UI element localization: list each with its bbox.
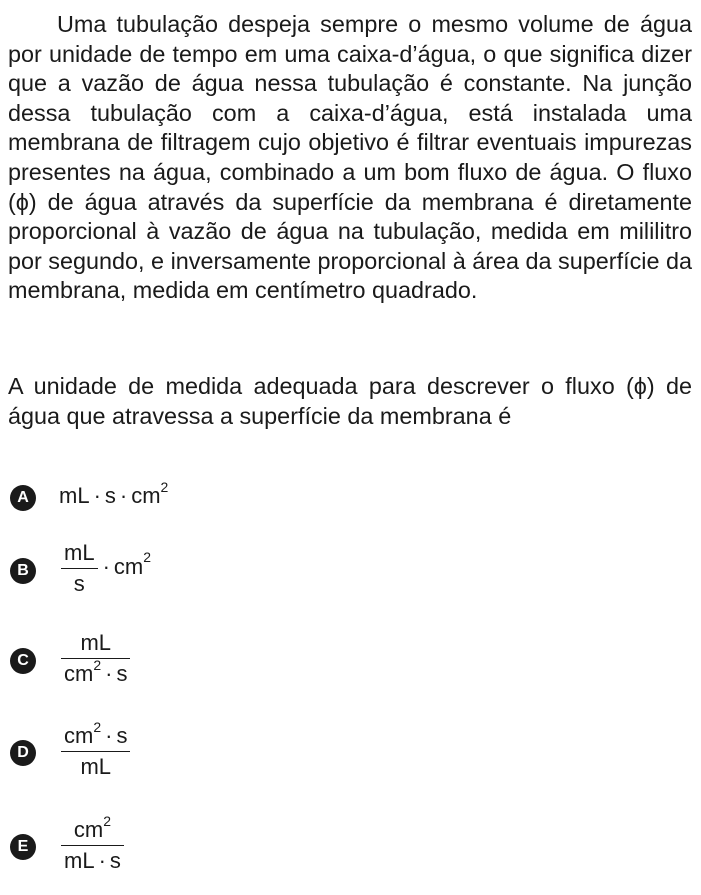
option-expression [59, 812, 125, 876]
option-letter-badge: A [10, 485, 36, 511]
fraction: $\frac{mL}{cm^2 \cdot s}$ [61, 628, 130, 689]
option-expression [59, 628, 131, 689]
option-letter-badge: E [10, 834, 36, 860]
fraction: $\frac{cm^2 \cdot s}{mL}$ [61, 721, 130, 782]
option-expression: mL · $s \cdot cm^2$ [59, 478, 169, 508]
option-letter-badge: B [10, 558, 36, 584]
question-paragraph-1: Uma tubulação despeja sempre o mesmo volume de água por unidade de tempo em uma caixa-d’água, o que significa dizer que a vazão de água nessa tubulação é constante. Na junção dessa tubulação com a caixa-d’água, está instalada uma membrana de filtragem cujo objetivo é filtrar eventuais impurezas presentes na água, combinado a um bom fluxo de água. O fluxo (ϕ) de água através da superfície da membrana é diretamente proporcional à vazão de água na tubulação, medida em mililitro por segundo, e inversamente proporcional à área da superfície da membrana, medida em centímetro quadrado. [8, 11, 692, 304]
option-letter-badge: C [10, 648, 36, 674]
option-expression: $\frac{mL}{s}$ · $cm^2$ [59, 538, 151, 599]
option-expression [59, 718, 131, 782]
question-paragraph-2: A unidade de medida adequada para descrever o fluxo (ϕ) de água que atravessa a superfície da membrana é [8, 373, 692, 429]
option-letter-badge: D [10, 740, 36, 766]
fraction: $\frac{mL}{s}$ [61, 538, 98, 599]
fraction: $\frac{cm^2}{mL \cdot s}$ [61, 815, 124, 876]
